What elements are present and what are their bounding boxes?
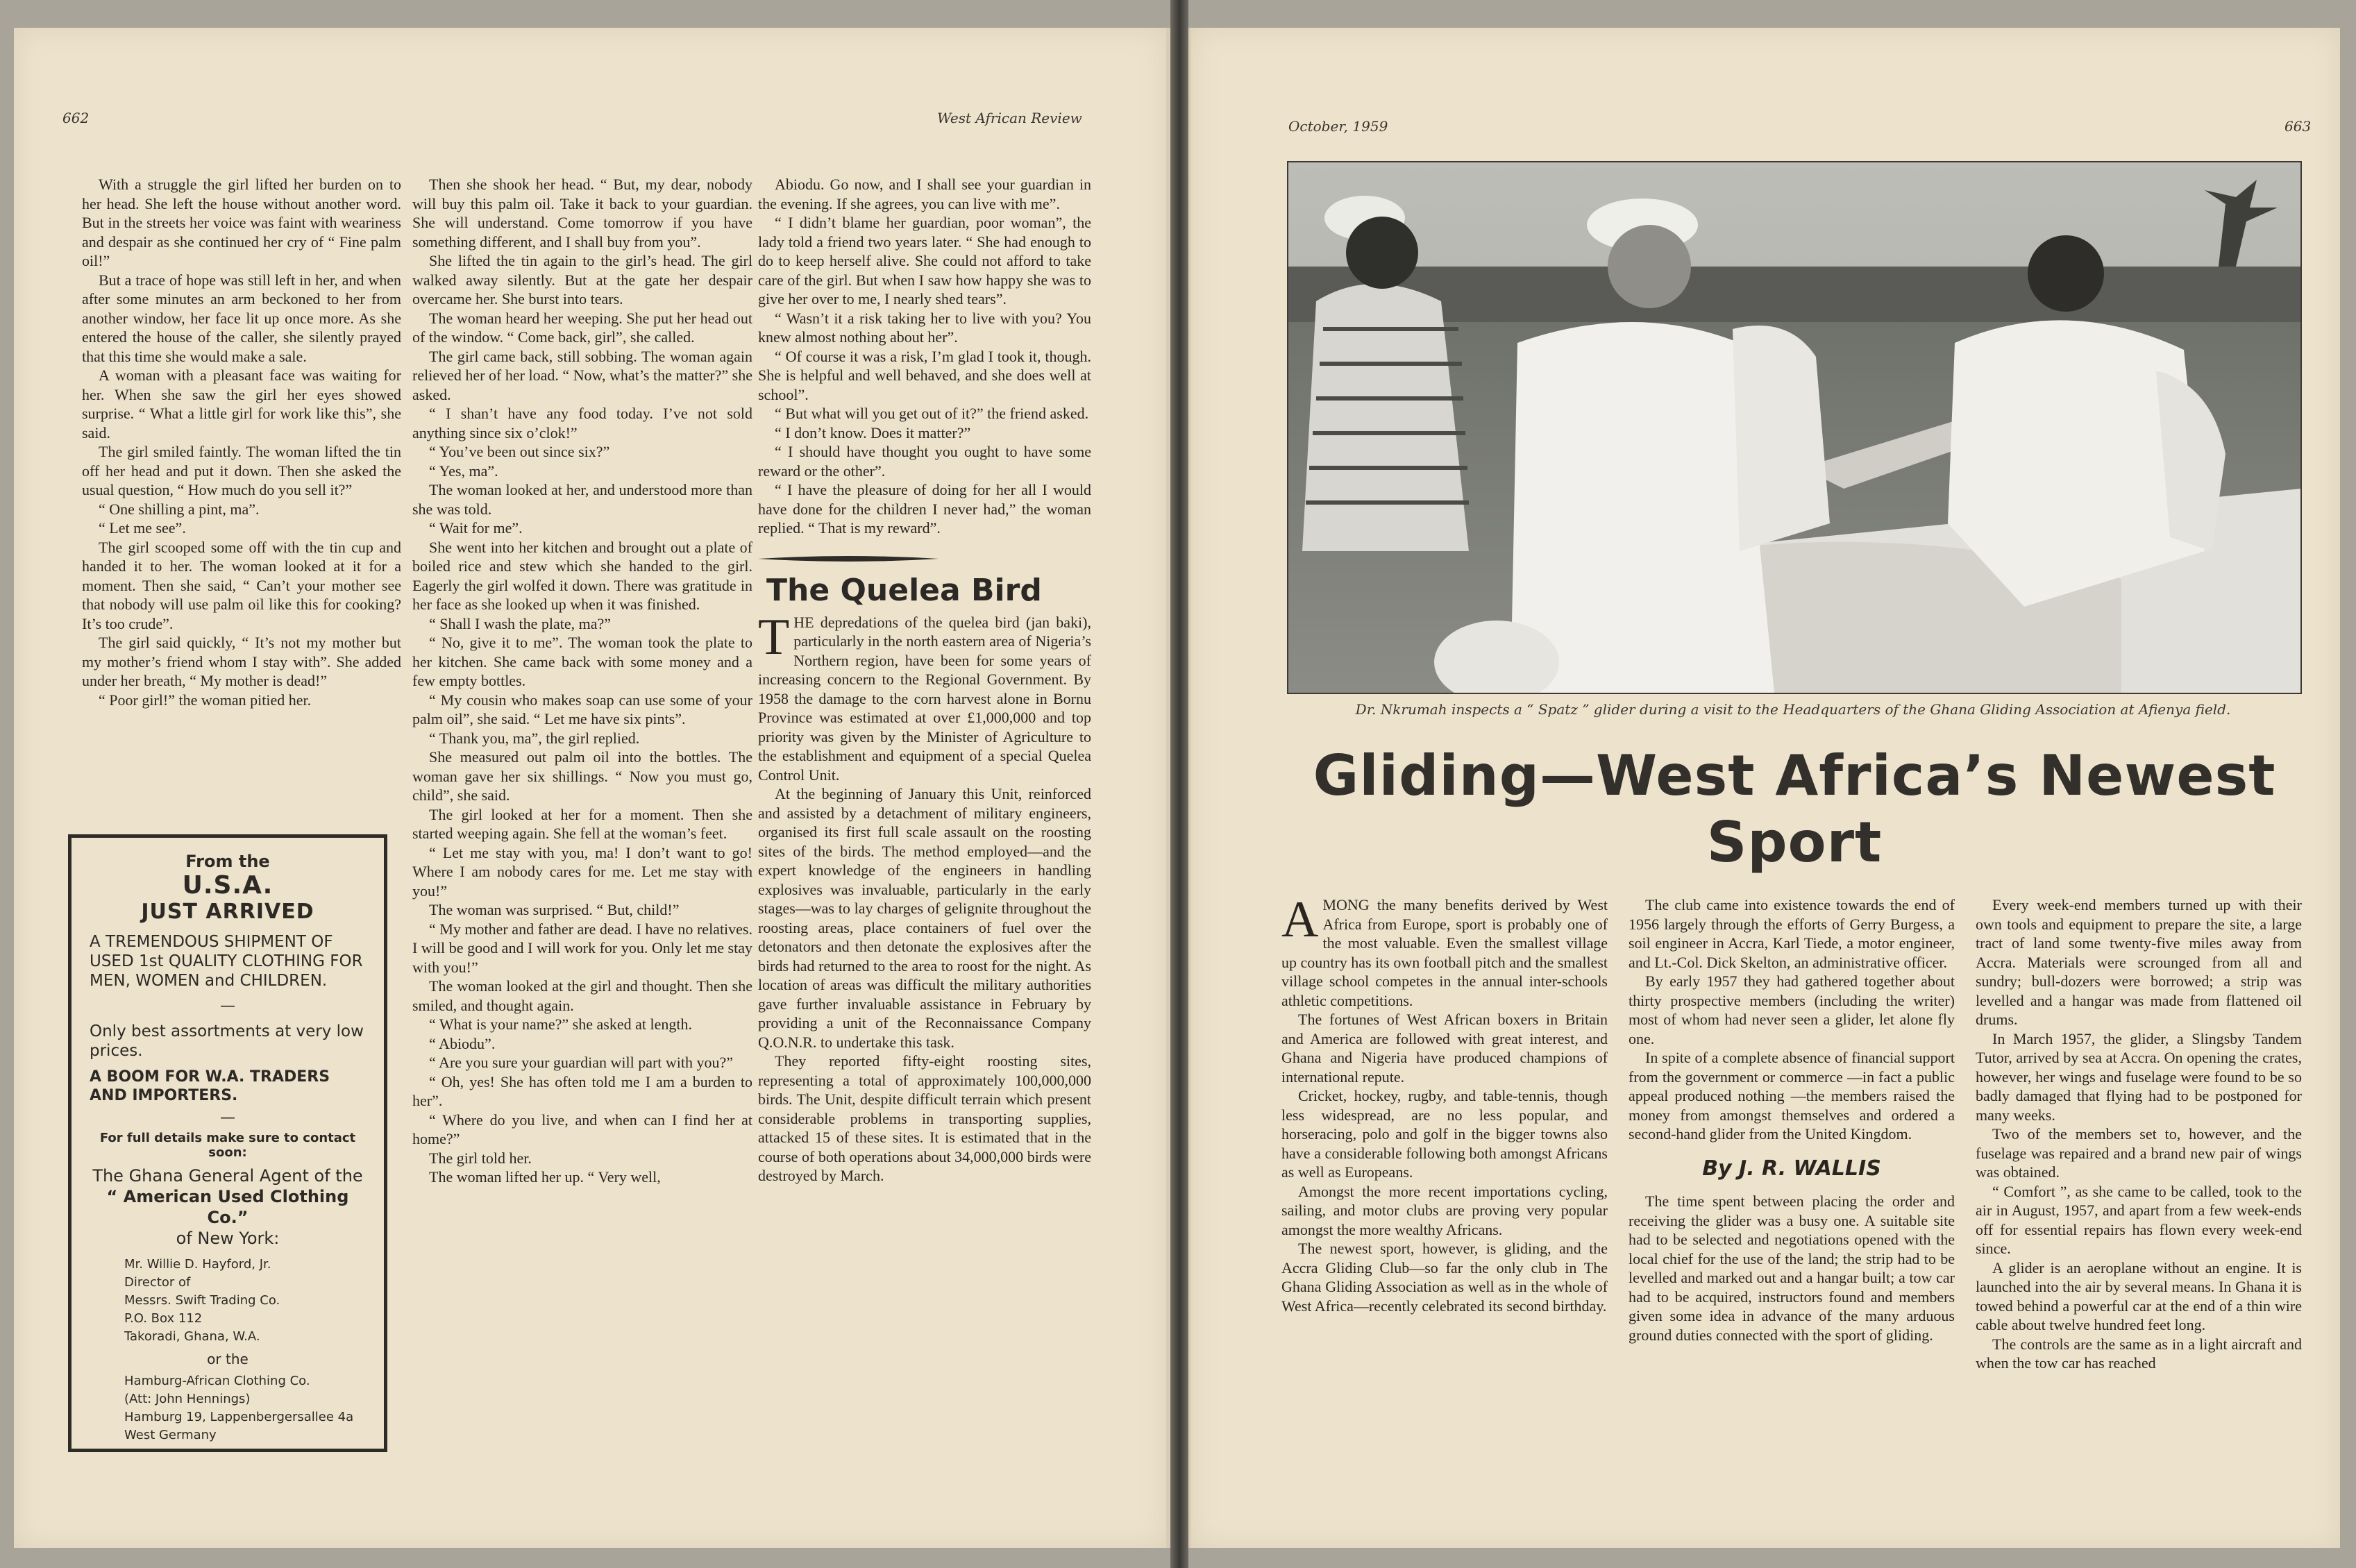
- running-head: West African Review: [937, 110, 1082, 126]
- story-paragraph: The woman lifted her up. “ Very well,: [429, 1168, 661, 1186]
- ad-usa: U.S.A.: [182, 871, 274, 900]
- story-paragraph: “ Yes, ma”.: [429, 462, 498, 480]
- story-column-1: [82, 175, 401, 709]
- ad-divider-1: —: [220, 997, 235, 1015]
- story-paragraph: “ Thank you, ma”, the girl replied.: [429, 729, 640, 747]
- story-column-2: [412, 175, 752, 1187]
- ad-shipment: A TREMENDOUS SHIPMENT OF USED 1st QUALITY CLOTHING FOR MEN, WOMEN and CHILDREN.: [90, 933, 363, 990]
- page-number-left: 662: [62, 110, 90, 126]
- story-paragraph: A woman with a pleasant face was waiting for her. When she saw the girl her eyes showed surprise. “ What a little girl for work like this”, she said.: [82, 366, 401, 441]
- gliding-column-3-body: [1976, 895, 2302, 1373]
- story-paragraph: “ Wasn’t it a risk taking her to live with you? You knew almost nothing about her”.: [758, 309, 1091, 346]
- photo-caption: Dr. Nkrumah inspects a “ Spatz ” glider during a visit to the Headquarters of the Ghana Gliding Association at Afienya field.: [1355, 701, 2231, 718]
- ad-from: From the: [185, 852, 270, 871]
- ad-agent-line1: The Ghana General Agent of the: [92, 1166, 363, 1186]
- story-paragraph: “ But what will you get out of it?” the friend asked.: [775, 405, 1089, 422]
- gliding-paragraph: In spite of a complete absence of financial support from the government or commerce —in fact a public appeal produced nothing —the members raised the money from amongst themselves and ordered a second-hand glider from the United Kingdom.: [1629, 1049, 1955, 1143]
- ad-agent-line3: of New York:: [176, 1229, 280, 1248]
- gliding-column-1: [1281, 891, 1608, 1315]
- story-paragraph: The girl came back, still sobbing. The woman again relieved her of her load. “ Now, what’s the matter?” she asked.: [412, 347, 752, 403]
- quelea-body: [758, 784, 1091, 1186]
- story-paragraph: With a struggle the girl lifted her burden on to her head. She left the house without another word. But in the streets her voice was faint with weariness and despair as she continued her cry of “ Fine palm oil!”: [82, 176, 401, 269]
- quelea-dropcap: T: [758, 608, 790, 666]
- gliding-paragraph: The controls are the same as in a light aircraft and when the tow car has reached: [1976, 1335, 2302, 1372]
- story-paragraph: The girl said quickly, “ It’s not my mother but my mother’s friend whom I stay with”. She added under her breath, “ My mother is dead!”: [82, 634, 401, 689]
- ad-address-line: Hamburg-African Clothing Co.: [124, 1374, 310, 1388]
- ad-agent-name: “ American Used Clothing Co.”: [106, 1187, 349, 1227]
- ad-address-line: (Att: John Hennings): [124, 1392, 251, 1406]
- gliding-column-2: [1629, 895, 1955, 1344]
- quelea-paragraph: At the beginning of January this Unit, reinforced and assisted by a detachment of military engineers, organised its first full scale assault on the roosting sites of the birds. The method employed—and the expert knowledge of the engineers in handling explosives was invaluable, particularly in the early stages—was to lay charges of gelignite throughout the roosting areas, place containers of fuel over the detonators and then detonate the explosives after the birds had returned to the area to roost for the night. As location of areas was difficult the military authorities gave further invaluable assistance in February by providing a unit of the Reconnaissance Company Q.O.N.R. to undertake this task.: [758, 785, 1091, 1051]
- byline: By J. R. WALLIS: [1702, 1156, 1881, 1181]
- story-paragraph: The girl scooped some off with the tin cup and handed it to her. The woman looked at it for a moment. Then she said, “ Can’t your mother see that nobody will use palm oil like this for cooking? It’s too crude”.: [82, 538, 401, 632]
- ad-address-1: [90, 1256, 366, 1346]
- article-title-line1: Gliding—West Africa’s Newest: [1313, 743, 2276, 808]
- story-paragraph: “ I don’t know. Does it matter?”: [775, 423, 971, 441]
- story-paragraph: “ My mother and father are dead. I have no relatives. I will be good and I will work for you. Only let me stay with you!”: [412, 920, 752, 976]
- story-paragraph: She measured out palm oil into the bottles. The woman gave her six shillings. “ Now you must go, child”, she said.: [412, 748, 752, 804]
- story-paragraph: The woman looked at the girl and thought. Then she smiled, and thought again.: [412, 977, 752, 1014]
- gliding-column-2-bottom: [1629, 1192, 1955, 1344]
- page-number-right: 663: [2285, 118, 2312, 135]
- story-paragraph: “ No, give it to me”. The woman took the plate to her kitchen. She came back with some money and a few empty bottles.: [412, 634, 752, 689]
- story-paragraph: “ Let me stay with you, ma! I don’t want to go! Where I am nobody cares for me. Let me stay with you!”: [412, 843, 752, 900]
- gliding-paragraph: The time spent between placing the order and receiving the glider was a busy one. A suitable site had to be selected and negotiations opened with the local chief for the use of the land; the strip had to be levelled and marked out and a hangar built; a tow car had to be acquired, instructors found and members given some idea in advance of the many arduous ground duties connected with the sport of gliding.: [1629, 1192, 1955, 1344]
- story-paragraph: The girl told her.: [429, 1149, 532, 1167]
- story-paragraph: “ Abiodu”.: [429, 1034, 496, 1052]
- story-paragraph: “ Oh, yes! She has often told me I am a burden to her”.: [412, 1072, 752, 1109]
- quelea-first-paragraph: THE depredations of the quelea bird (jan baki), particularly in the north eastern area of Nigeria’s Northern region, have been for some years of increasing concern to the Regional Government. By 1958 the damage to the corn harvest alone in Bornu Province was estimated at over £1,000,000 and top priority was given by the Minister of Agriculture to the establishment and equipment of a special Quelea Control Unit.: [758, 608, 1091, 784]
- gliding-paragraph: Every week-end members turned up with their own tools and equipment to prepare the site, a large tract of land some twenty-five miles away from Accra. Materials were scrounged from all and sundry; bull-dozers were borrowed; a strip was levelled and a hangar was made from flattened oil drums.: [1976, 896, 2302, 1028]
- story-paragraph: The woman was surprised. “ But, child!”: [429, 901, 680, 918]
- gliding-dropcap: A: [1281, 891, 1319, 948]
- story-paragraph: “ I shan’t have any food today. I’ve not sold anything since six o’clok!”: [412, 405, 752, 441]
- story-paragraph: The girl looked at her for a moment. Then she started weeping again. She fell at the woman’s feet.: [412, 805, 752, 842]
- ad-details: For full details make sure to contact soon:: [99, 1131, 356, 1160]
- story-paragraph: She went into her kitchen and brought out a plate of boiled rice and stew which she handed to the girl. Eagerly the girl wolfed it down. There was gratitude in her face as she looked up when it was finished.: [412, 538, 752, 613]
- gliding-paragraph: The fortunes of West African boxers in Britain and America are followed with great interest, and Ghana and Nigeria have produced champions of international repute.: [1281, 1011, 1608, 1086]
- ad-address-line: Hamburg 19, Lappenbergersallee 4a: [124, 1410, 354, 1424]
- story-paragraph: “ Are you sure your guardian will part with you?”: [429, 1054, 734, 1071]
- story-paragraph: “ Of course it was a risk, I’m glad I took it, though. She is helpful and well behaved, and she does well at school”.: [758, 347, 1091, 403]
- story-column-3: [758, 175, 1091, 538]
- gliding-column-1-body: [1281, 1010, 1608, 1315]
- story-paragraph: She lifted the tin again to the girl’s head. The girl walked away silently. But at the gate her despair overcame her. She burst into tears.: [412, 252, 752, 307]
- ad-or-the: or the: [207, 1351, 249, 1367]
- gliding-paragraph: The newest sport, however, is gliding, and the Accra Gliding Club—so far the only club in The Ghana Gliding Association as well as in the whole of West Africa—recently celebrated its second birthday.: [1281, 1240, 1608, 1315]
- story-paragraph: “ I should have thought you ought to have some reward or the other”.: [758, 443, 1091, 480]
- gliding-paragraph: A glider is an aeroplane without an engine. It is launched into the air by several means. In Ghana it is towed behind a powerful car at the end of a thin wire cable about twelve hundred feet long.: [1976, 1258, 2302, 1333]
- story-paragraph: “ My cousin who makes soap can use some of your palm oil”, she said. “ Let me have six pints”.: [412, 691, 752, 727]
- gliding-first-paragraph: AMONG the many benefits derived by West Africa from Europe, sport is probably one of the most valuable. Even the smallest village up country has its own football pitch and the smallest village school competes in the annual inter-schools athletic competitions.: [1281, 891, 1608, 1009]
- ad-address-line: Messrs. Swift Trading Co.: [124, 1293, 280, 1308]
- gliding-paragraph: In March 1957, the glider, a Slingsby Tandem Tutor, arrived by sea at Accra. On opening the crates, however, her wings and fuselage were found to be so badly damaged that flying had to be postponed for many weeks.: [1976, 1029, 2302, 1124]
- article-title-line2: Sport: [1706, 810, 1883, 875]
- gliding-paragraph: Amongst the more recent importations cycling, sailing, and motor clubs are proving very popular amongst the more wealthy Africans.: [1281, 1182, 1608, 1238]
- gliding-paragraph: By early 1957 they had gathered together about thirty prospective members (including the writer) most of whom had never seen a glider, let alone fly one.: [1629, 972, 1955, 1047]
- ad-address-line: P.O. Box 112: [124, 1311, 203, 1326]
- ad-address-line: Director of: [124, 1275, 191, 1290]
- story-paragraph: “ Where do you live, and when can I find her at home?”: [412, 1111, 752, 1147]
- clothing-advertisement: [68, 834, 387, 1452]
- story-paragraph: The girl smiled faintly. The woman lifted the tin off her head and put it down. Then she asked the usual question, “ How much do you sell it?”: [82, 443, 401, 498]
- ad-address-line: West Germany: [124, 1428, 217, 1442]
- story-paragraph: Abiodu. Go now, and I shall see your guardian in the evening. If she agrees, you can live with me”.: [758, 176, 1091, 212]
- story-paragraph: “ One shilling a pint, ma”.: [99, 500, 260, 518]
- story-paragraph: The woman heard her weeping. She put her head out of the window. “ Come back, girl”, she called.: [412, 309, 752, 346]
- gliding-paragraph: Cricket, hockey, rugby, and table-tennis, though less widespread, are no less popular, and horseracing, polo and golf in the bigger towns also have a considerable following both amongst Africans as well as Europeans.: [1281, 1087, 1608, 1181]
- ad-address-line: Mr. Willie D. Hayford, Jr.: [124, 1257, 271, 1272]
- story-paragraph: “ Poor girl!” the woman pitied her.: [99, 691, 312, 709]
- ad-assortments: Only best assortments at very low prices.: [90, 1022, 364, 1060]
- ad-address-line: Takoradi, Ghana, W.A.: [124, 1329, 260, 1344]
- quelea-paragraph: They reported fifty-eight roosting sites, representing a total of approximately 100,000,000 birds. The Unit, despite difficult terrain which present considerable problems in transporting supplies, attacked 15 of these sites. It is estimated that in the course of both operations about 34,000,000 birds were destroyed by March.: [758, 1052, 1091, 1184]
- story-paragraph: “ What is your name?” she asked at length.: [429, 1015, 692, 1033]
- column-3: [758, 175, 1091, 1186]
- story-paragraph: The woman looked at her, and understood more than she was told.: [412, 481, 752, 518]
- gliding-column-2-top: [1629, 895, 1955, 1144]
- quelea-title: The Quelea Bird: [766, 573, 1042, 608]
- issue-date: October, 1959: [1288, 118, 1388, 135]
- story-paragraph: “ Let me see”.: [99, 519, 186, 537]
- glider-photo: [1287, 161, 2302, 694]
- ad-just-arrived: JUST ARRIVED: [141, 900, 314, 924]
- left-page: [14, 28, 1170, 1548]
- gliding-paragraph: The club came into existence towards the end of 1956 largely through the efforts of Gerry Burgess, a soil engineer in Accra, Karl Tiede, a motor engineer, and Lt.-Col. Dick Skelton, an administrative officer.: [1629, 896, 1955, 971]
- story-paragraph: “ Shall I wash the plate, ma?”: [429, 614, 612, 632]
- article-title: [1270, 743, 2319, 876]
- story-paragraph: “ Wait for me”.: [429, 519, 523, 537]
- ad-divider-2: —: [220, 1109, 235, 1127]
- gliding-column-3: [1976, 895, 2302, 1373]
- ornamental-rule: [758, 555, 939, 563]
- story-paragraph: Then she shook her head. “ But, my dear, nobody will buy this palm oil. Take it back to your guardian. She will understand. Come tomorrow if you have something different, and I shall buy from you”.: [412, 176, 752, 251]
- gliding-paragraph: Two of the members set to, however, and the fuselage was repaired and a brand new pair of wings was obtained.: [1976, 1125, 2302, 1181]
- binding-gutter: [1170, 0, 1188, 1568]
- ad-boom: A BOOM FOR W.A. TRADERS AND IMPORTERS.: [90, 1068, 330, 1104]
- story-paragraph: “ I have the pleasure of doing for her all I would have done for the children I never had,” the woman replied. “ That is my reward”.: [758, 481, 1091, 537]
- ad-address-2: [90, 1372, 366, 1444]
- story-paragraph: “ I didn’t blame her guardian, poor woman”, the lady told a friend two years later. “ She had enough to do to keep herself alive. She could not afford to take care of the girl. But when I saw how happy she was to give her over to me, I nearly shed tears”.: [758, 214, 1091, 307]
- story-paragraph: But a trace of hope was still left in her, and when after some minutes an arm beckoned to her from another window, her face lit up once more. As she entered the house of the caller, she silently prayed that this time she would make a sale.: [82, 271, 401, 365]
- story-paragraph: “ You’ve been out since six?”: [429, 443, 610, 460]
- gliding-paragraph: “ Comfort ”, as she came to be called, took to the air in August, 1957, and apart from a few week-ends off for essential repairs has flown every week-end since.: [1976, 1182, 2302, 1257]
